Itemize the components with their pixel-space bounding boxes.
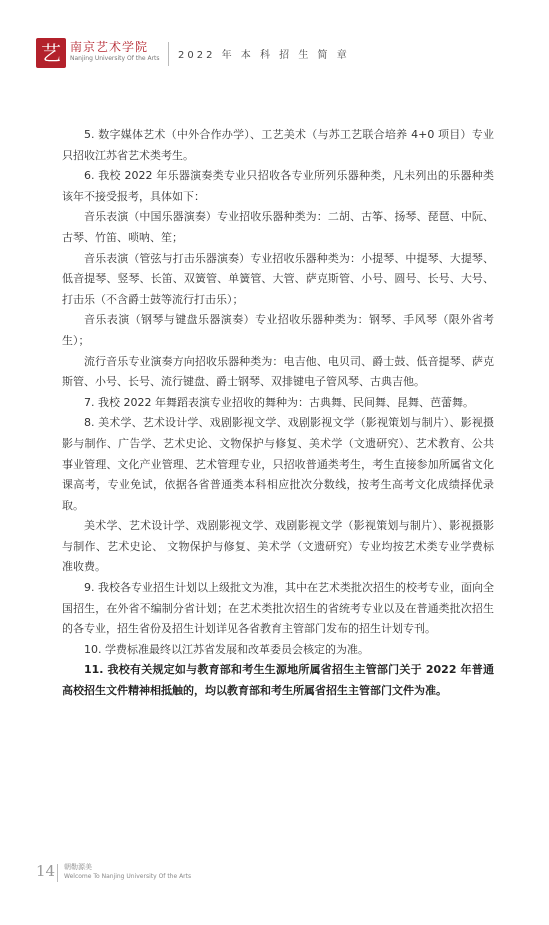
header-divider (168, 42, 169, 66)
page-footer (36, 861, 336, 885)
main-content (62, 125, 494, 702)
paragraph-5: 5. 数字媒体艺术（中外合作办学）、工艺美术（与苏工艺联合培养 4+0 项目）专业只招收江苏省艺术类考生。 (62, 128, 494, 162)
page-number: 14 (36, 862, 56, 880)
paragraph-11: 11. 我校有关规定如与教育部和考生生源地所属省招生主管部门关于 2022 年普通高校招生文件精神相抵触的，均以教育部和考生所属省招生主管部门文件为准。 (62, 663, 494, 698)
paragraph-orchestral-instruments: 音乐表演（管弦与打击乐器演奏）专业招收乐器种类为：小提琴、中提琴、大提琴、低音提琴、竖琴、长笛、双簧管、单簧管、大管、萨克斯管、小号、圆号、长号、大号、打击乐（不含爵士鼓等流行打击乐）； (62, 251, 494, 306)
university-name-cn: 南京艺术学院 (70, 40, 149, 54)
footer-slogan-cn: 朝勒源美 (64, 863, 92, 871)
footer-slogan-en: Welcome To Nanjing University Of the Arts (64, 873, 192, 880)
paragraph-keyboard-instruments: 音乐表演（钢琴与键盘乐器演奏）专业招收乐器种类为：钢琴、手风琴（限外省考生）； (62, 313, 494, 347)
paragraph-10: 10. 学费标准最终以江苏省发展和改革委员会核定的为准。 (84, 642, 369, 656)
paragraph-tuition-note: 美术学、艺术设计学、戏剧影视文学、戏剧影视文学（影视策划与制片）、影视摄影与制作、艺术史论、 文物保护与修复、美术学（文遗研究）专业均按艺术类专业学费标准收费。 (62, 519, 494, 574)
paragraph-7: 7. 我校 2022 年舞蹈表演专业招收的舞种为：古典舞、民间舞、昆舞、芭蕾舞。 (84, 395, 474, 409)
paragraph-9: 9. 我校各专业招生计划以上级批文为准，其中在艺术类批次招生的校考专业，面向全国招生，在外省不编制分省计划；在艺术类批次招生的省统考专业以及在普通类批次招生的各专业，招生省份及招生计划详见各省教育主管部门发布的招生计划专刊。 (62, 581, 494, 636)
page-title: 2022 年 本 科 招 生 简 章 (178, 50, 350, 61)
university-logo-icon: 艺 (36, 38, 66, 68)
university-name-en: Nanjing University Of the Arts (70, 55, 160, 62)
paragraph-6: 6. 我校 2022 年乐器演奏类专业只招收各专业所列乐器种类，凡未列出的乐器种类该年不接受报考，具体如下： (62, 169, 494, 203)
page-header (36, 38, 516, 74)
footer-divider (57, 864, 58, 882)
paragraph-chinese-instruments: 音乐表演（中国乐器演奏）专业招收乐器种类为：二胡、古筝、扬琴、琵琶、中阮、古琴、竹笛、唢呐、笙； (62, 210, 494, 244)
paragraph-pop-instruments: 流行音乐专业演奏方向招收乐器种类为：电吉他、电贝司、爵士鼓、低音提琴、萨克斯管、小号、长号、流行键盘、爵士钢琴、双排键电子管风琴、古典吉他。 (62, 354, 494, 389)
paragraph-8: 8. 美术学、艺术设计学、戏剧影视文学、戏剧影视文学（影视策划与制片）、影视摄影与制作、广告学、艺术史论、文物保护与修复、美术学（文遗研究）、艺术教育、公共事业管理、文化产业管理、艺术管理专业，只招收普通类考生，考生直接参加所属省文化课高考，专业免试，依据各省普通类本科相应批次分数线，按考生高考文化成绩择优录取。 (62, 416, 494, 512)
